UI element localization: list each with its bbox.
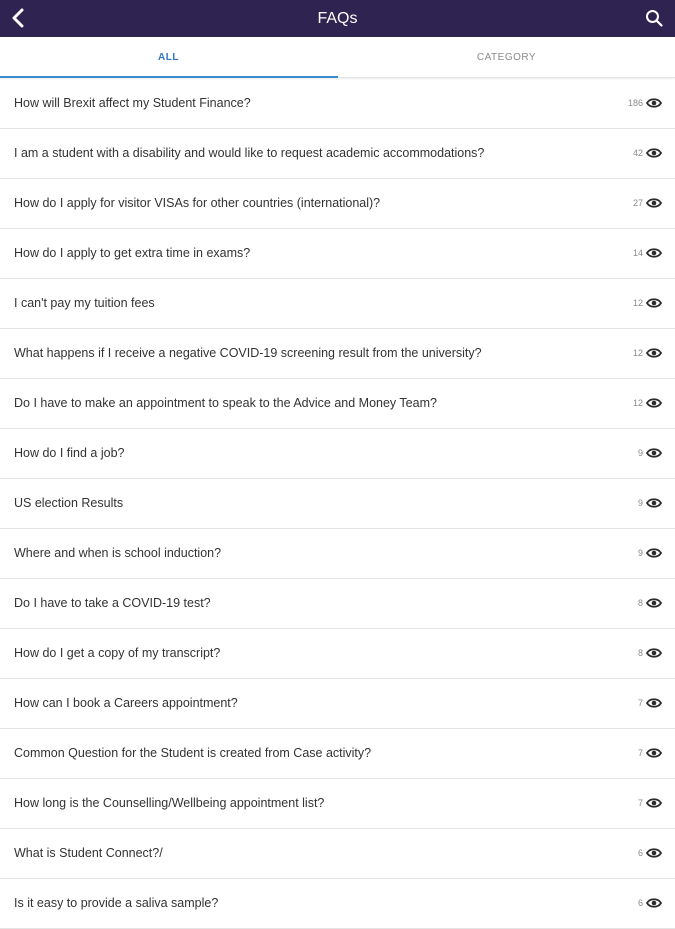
view-count: 12 <box>632 298 643 308</box>
view-count: 14 <box>632 248 643 258</box>
eye-icon <box>646 746 662 760</box>
eye-icon <box>646 596 662 610</box>
faq-row[interactable] <box>0 429 675 479</box>
faq-question: How do I apply to get extra time in exams? <box>14 246 251 260</box>
faq-row[interactable] <box>0 879 675 929</box>
view-count: 9 <box>637 498 643 508</box>
tab-all-label: ALL <box>158 51 179 63</box>
view-count: 9 <box>637 448 643 458</box>
faq-question: How do I find a job? <box>14 446 125 460</box>
faq-question: Where and when is school induction? <box>14 546 222 560</box>
eye-icon <box>646 846 662 860</box>
faq-row[interactable] <box>0 829 675 879</box>
tab-category[interactable] <box>338 37 675 79</box>
eye-icon <box>646 646 662 660</box>
faq-row[interactable] <box>0 229 675 279</box>
eye-icon <box>646 346 662 360</box>
view-count: 7 <box>637 748 643 758</box>
faq-question: What happens if I receive a negative COVID-19 screening result from the university? <box>14 346 482 360</box>
eye-icon <box>646 696 662 710</box>
view-count: 8 <box>637 598 643 608</box>
tab-bar <box>0 37 675 78</box>
faq-question: I am a student with a disability and would like to request academic accommodations? <box>14 146 485 160</box>
faq-question: I can't pay my tuition fees <box>14 296 155 310</box>
faq-row[interactable] <box>0 729 675 779</box>
faq-row[interactable] <box>0 579 675 629</box>
view-count: 6 <box>637 848 643 858</box>
faq-question: What is Student Connect?/ <box>14 846 163 860</box>
faq-row[interactable] <box>0 529 675 579</box>
eye-icon <box>646 96 662 110</box>
faq-question: How do I get a copy of my transcript? <box>14 646 221 660</box>
view-count: 8 <box>637 648 643 658</box>
page-title: FAQs <box>317 10 358 27</box>
faq-row[interactable] <box>0 779 675 829</box>
eye-icon <box>646 546 662 560</box>
eye-icon <box>646 446 662 460</box>
faq-question: Do I have to take a COVID-19 test? <box>14 596 211 610</box>
view-count: 12 <box>632 398 643 408</box>
faq-row[interactable] <box>0 179 675 229</box>
faq-question: How long is the Counselling/Wellbeing appointment list? <box>14 796 325 810</box>
eye-icon <box>646 196 662 210</box>
tab-all[interactable] <box>0 37 337 77</box>
view-count: 9 <box>637 548 643 558</box>
faq-row[interactable] <box>0 279 675 329</box>
faq-row[interactable] <box>0 79 675 129</box>
view-count: 27 <box>632 198 643 208</box>
faq-list <box>0 79 675 929</box>
eye-icon <box>646 146 662 160</box>
app-bar <box>0 0 675 37</box>
eye-icon <box>646 396 662 410</box>
search-icon <box>645 9 663 27</box>
faq-row[interactable] <box>0 379 675 429</box>
faq-row[interactable] <box>0 129 675 179</box>
faq-question: Do I have to make an appointment to speak to the Advice and Money Team? <box>14 396 437 410</box>
faq-question: How do I apply for visitor VISAs for other countries (international)? <box>14 196 381 210</box>
faq-row[interactable] <box>0 629 675 679</box>
faq-row[interactable] <box>0 679 675 729</box>
view-count: 12 <box>632 348 643 358</box>
faq-question: How will Brexit affect my Student Finance? <box>14 96 251 110</box>
faq-question: Common Question for the Student is created from Case activity? <box>14 746 372 760</box>
faq-question: Is it easy to provide a saliva sample? <box>14 896 219 910</box>
eye-icon <box>646 896 662 910</box>
faq-question: US election Results <box>14 496 124 510</box>
eye-icon <box>646 496 662 510</box>
search-button[interactable] <box>643 7 665 29</box>
tab-category-label: CATEGORY <box>476 51 537 63</box>
eye-icon <box>646 246 662 260</box>
active-tab-indicator <box>0 76 338 78</box>
faq-row[interactable] <box>0 329 675 379</box>
view-count: 42 <box>632 148 643 158</box>
view-count: 7 <box>637 798 643 808</box>
view-count: 7 <box>637 698 643 708</box>
eye-icon <box>646 796 662 810</box>
eye-icon <box>646 296 662 310</box>
view-count: 6 <box>637 898 643 908</box>
view-count: 186 <box>627 98 643 108</box>
faq-row[interactable] <box>0 479 675 529</box>
faq-question: How can I book a Careers appointment? <box>14 696 238 710</box>
